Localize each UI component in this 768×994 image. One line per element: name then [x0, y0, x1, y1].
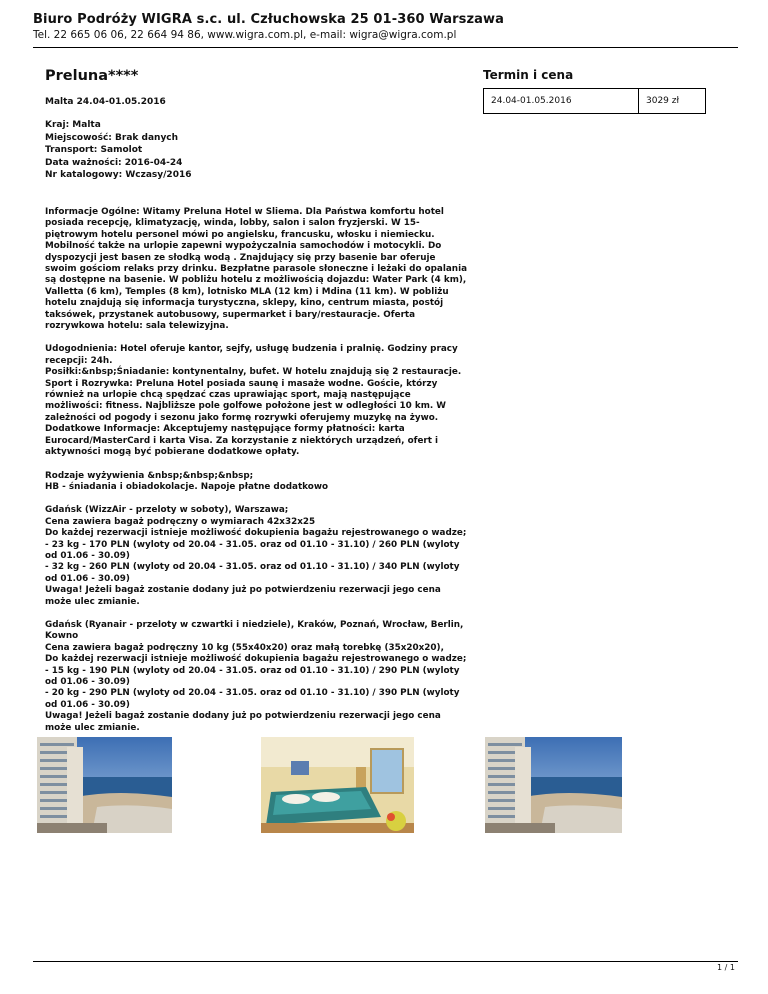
wizzair-line: Gdańsk (WizzAir - przeloty w soboty), Warszawa; — [45, 505, 289, 516]
hotel-exterior-photo — [37, 737, 172, 833]
amenities-facilities: Udogodnienia: Hotel oferuje kantor, sejfy, usługę budzenia i pralnię. Godziny pracy recepcji: 24h. — [45, 344, 458, 366]
pricing-title: Termin i cena — [483, 68, 574, 82]
wizzair-line: Uwaga! Jeżeli bagaż zostanie dodany już po potwierdzeniu rezerwacji jego cena może ulec zmianie. — [45, 585, 441, 607]
amenities — [45, 344, 470, 458]
footer-divider — [33, 961, 738, 962]
wizzair-line: - 32 kg - 260 PLN (wyloty od 20.04 - 31.05. oraz od 01.10 - 31.10) / 340 PLN (wyloty od 01.06 - 30.09) — [45, 562, 460, 584]
board-info — [45, 471, 470, 494]
pricing-table — [483, 88, 706, 114]
board-heading: Rodzaje wyżywienia &nbsp;&nbsp;&nbsp; — [45, 470, 254, 481]
pricing-section — [483, 68, 706, 106]
pricing-term: 24.04-01.05.2016 — [484, 89, 639, 113]
amenities-additional: Dodatkowe Informacje: Akceptujemy następujące formy płatności: karta Eurocard/MasterCard i karta Visa. Za korzystanie z niektórych urządzeń, ofert i aktywności mogą być pobierane dodatkowe opłaty. — [45, 424, 439, 458]
general-info: Informacje Ogólne: Witamy Preluna Hotel w Sliema. Dla Państwa komfortu hotel posiada recepcję, klimatyzację, winda, lobby, salon i salon fryzjerski. W 15-piętrowym hotelu personel mówi po angielsku, francusku, włosku i niemiecku. Mobilność także na urlopie zapewni wypożyczalnia samochodów i motocykli. Do dyspozycji jest basen ze słodką wodą . Znajdujący się przy basenie bar oferuje swoim gościom relaks przy drinku. Bezpłatne parasole słoneczne i leżaki do opalania są dostępne na basenie. W pobliżu hotelu z możliwością dojazdu: Water Park (4 km), Valletta (6 km), Temples (8 km), lotnisko MLA (12 km) i Mdina (11 km). W pobliżu hotelu znajdują się informacja turystyczna, sklepy, kino, centrum miasta, postój taksówek, przystanek autobusowy, supermarket i bary/restauracje. Oferta rozrywkowa hotelu: sala telewizyjna. — [45, 206, 468, 332]
board-type: HB - śniadania i obiadokolacje. Napoje płatne dodatkowo — [45, 481, 329, 492]
ryanair-line: Do każdej rezerwacji istnieje możliwość dokupienia bagażu rejestrowanego o wadze; — [45, 654, 467, 665]
wizzair-line: Cena zawiera bagaż podręczny o wymiarach 42x32x25 — [45, 516, 316, 527]
meta-catalog-number: Nr katalogowy: Wczasy/2016 — [45, 170, 192, 181]
ryanair-line: Cena zawiera bagaż podręczny 10 kg (55x40x20) oraz małą torebkę (35x20x20), — [45, 642, 444, 653]
wizzair-line: Do każdej rezerwacji istnieje możliwość dokupienia bagażu rejestrowanego o wadze; — [45, 528, 467, 539]
meta-country: Kraj: Malta — [45, 120, 101, 130]
meta-transport: Transport: Samolot — [45, 145, 143, 156]
luggage-wizzair — [45, 505, 470, 608]
amenities-sport: Sport i Rozrywka: Preluna Hotel posiada saunę i masaże wodne. Goście, którzy również na urlopie chcą spędzać czas uprawiając sport, mają następujące możliwości: fitness. Najbliższe pole golfowe położone jest w odległości 10 km. W zależności od pogody i sezonu jako formę rozrywki oferujemy muzykę na żywo. — [45, 378, 446, 423]
hotel-room-photo — [261, 737, 414, 833]
agency-contact: Tel. 22 665 06 06, 22 664 94 86, www.wigra.com.pl, e-mail: wigra@wigra.com.pl — [33, 29, 457, 41]
header-divider — [33, 47, 738, 48]
luggage-ryanair — [45, 620, 470, 734]
wizzair-line: - 23 kg - 170 PLN (wyloty od 20.04 - 31.05. oraz od 01.10 - 31.10) / 260 PLN (wyloty od 01.06 - 30.09) — [45, 539, 460, 561]
agency-name: Biuro Podróży WIGRA s.c. ul. Człuchowska 25 01-360 Warszawa — [33, 12, 504, 27]
amenities-meals: Posiłki:&nbsp;Śniadanie: kontynentalny, bufet. W hotelu znajdują się 2 restauracje. — [45, 367, 462, 378]
hotel-exterior-photo-2 — [485, 737, 622, 833]
pricing-price: 3029 zł — [646, 96, 680, 106]
ryanair-line: - 20 kg - 290 PLN (wyloty od 20.04 - 31.05. oraz od 01.10 - 31.10) / 390 PLN (wyloty od 01.06 - 30.09) — [45, 688, 460, 710]
offer-dates: Malta 24.04-01.05.2016 — [45, 97, 166, 107]
meta-validity: Data ważności: 2016-04-24 — [45, 157, 183, 168]
offer-details — [45, 68, 470, 734]
ryanair-line: Uwaga! Jeżeli bagaż zostanie dodany już po potwierdzeniu rezerwacji jego cena może ulec zmianie. — [45, 711, 441, 733]
ryanair-line: - 15 kg - 190 PLN (wyloty od 20.04 - 31.05. oraz od 01.10 - 31.10) / 290 PLN (wyloty od 01.06 - 30.09) — [45, 665, 460, 687]
page-number: 1 / 1 — [717, 963, 735, 972]
ryanair-line: Gdańsk (Ryanair - przeloty w czwartki i niedziele), Kraków, Poznań, Wrocław, Berlin, Kowno — [45, 619, 464, 642]
hotel-title: Preluna**** — [45, 68, 139, 84]
document-header — [33, 12, 738, 41]
meta-location: Miejscowość: Brak danych — [45, 132, 179, 143]
offer-meta — [45, 119, 470, 182]
